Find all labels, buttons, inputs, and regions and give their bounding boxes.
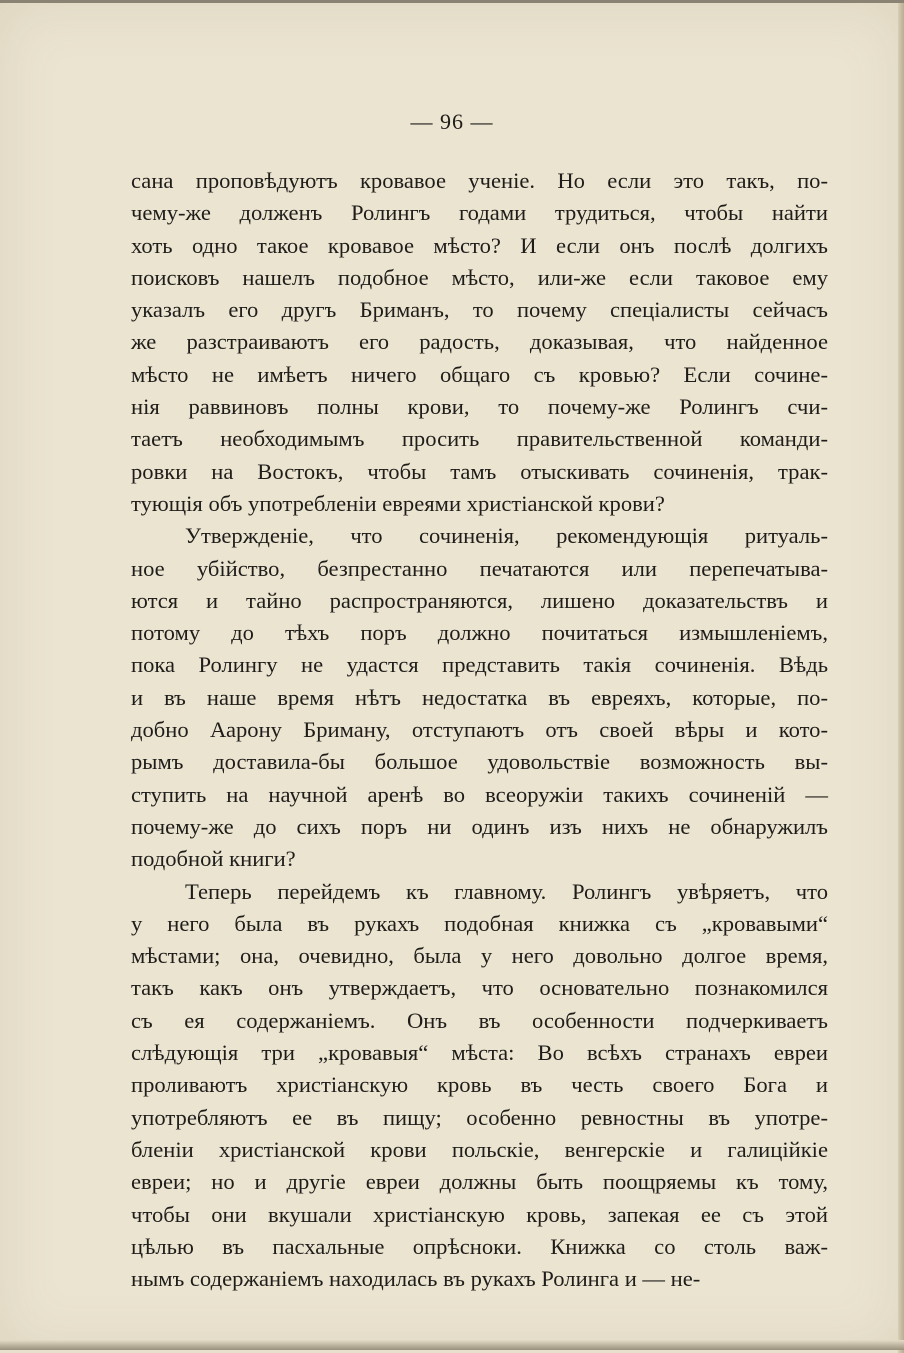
text-line: нымъ содержаніемъ находилась въ рукахъ Ролинга и — не- — [131, 1266, 701, 1292]
text-line: ное убійство, безпрестанно печатаются или перепечатыва- — [131, 555, 828, 581]
text-line: ются и тайно распространяются, лишено доказательствъ и — [131, 587, 828, 613]
text-line: поисковъ нашелъ подобное мѣсто, или-же если таковое ему — [131, 264, 828, 290]
text-line: слѣдующія три „кровавыя“ мѣста: Во всѣхъ странахъ евреи — [131, 1040, 828, 1066]
text-line: проливаютъ христіанскую кровь въ честь своего Бога и — [131, 1072, 828, 1098]
text-line: потому до тѣхъ поръ должно почитаться измышленіемъ, — [131, 620, 828, 646]
text-line: мѣсто не имѣетъ ничего общаго съ кровью? Если сочине- — [131, 361, 828, 387]
text-line: съ ея содержаніемъ. Онъ въ особенности подчеркиваетъ — [131, 1007, 828, 1033]
text-line: ступить на научной аренѣ во всеоружіи такихъ сочиненій — — [131, 781, 828, 807]
text-line: подобной книги? — [131, 846, 296, 872]
text-line: сана проповѣдуютъ кровавое ученіе. Но если это такъ, по- — [131, 168, 828, 193]
text-line: чему-же долженъ Ролингъ годами трудиться, чтобы найти — [131, 200, 828, 226]
page-edge-bottom — [0, 1340, 904, 1350]
text-line: такъ какъ онъ утверждаетъ, что основательно познакомился — [131, 975, 828, 1001]
paragraph — [131, 520, 828, 875]
text-line: добно Аарону Бриману, отступаютъ отъ своей вѣры и кото- — [131, 717, 828, 743]
paragraph — [131, 876, 828, 1296]
text-line: таетъ необходимымъ просить правительственной команди- — [131, 426, 828, 452]
page-edge-right — [898, 3, 904, 1353]
text-line: рымъ доставила-бы большое удовольствіе возможность вы- — [131, 749, 828, 775]
text-line: чтобы они вкушали христіанскую кровь, запекая ее съ этой — [131, 1201, 828, 1227]
text-line: цѣлью въ пасхальные опрѣсноки. Книжка со столь важ- — [131, 1233, 828, 1259]
text-line: употребляютъ ее въ пищу; особенно ревностны въ употре- — [131, 1104, 828, 1130]
text-line: нія раввиновъ полны крови, то почему-же Ролингъ счи- — [131, 394, 828, 420]
paragraph — [131, 165, 828, 520]
text-line: Утвержденіе, что сочиненія, рекомендующія ритуаль- — [185, 523, 828, 549]
text-line: пока Ролингу не удастся представить такія сочиненія. Вѣдь — [131, 652, 828, 678]
text-line: бленіи христіанской крови польскіе, венгерскіе и галиційкіе — [131, 1136, 828, 1162]
text-line: у него была въ рукахъ подобная книжка съ „кровавыми“ — [131, 910, 828, 936]
text-line: хоть одно такое кровавое мѣсто? И если онъ послѣ долгихъ — [131, 232, 828, 258]
body-text — [131, 165, 828, 1295]
text-line: тующія объ употребленіи евреями христіанской крови? — [131, 490, 665, 516]
text-line: мѣстами; она, очевидно, была у него довольно долгое время, — [131, 943, 828, 969]
text-line: Теперь перейдемъ къ главному. Ролингъ увѣряетъ, что — [185, 878, 828, 904]
page-number: — 96 — — [410, 109, 494, 134]
text-line: же разстраиваютъ его радость, доказывая, что найденное — [131, 329, 828, 355]
text-line: евреи; но и другіе евреи должны быть поощряемы къ тому, — [131, 1169, 828, 1195]
text-line: ровки на Востокъ, чтобы тамъ отыскивать сочиненія, трак- — [131, 458, 828, 484]
text-line: и въ наше время нѣтъ недостатка въ евреяхъ, которые, по- — [131, 684, 828, 710]
text-line: указалъ его другъ Бриманъ, то почему спеціалисты сейчасъ — [131, 297, 828, 323]
text-line: почему-же до сихъ поръ ни одинъ изъ нихъ не обнаружилъ — [131, 813, 828, 839]
